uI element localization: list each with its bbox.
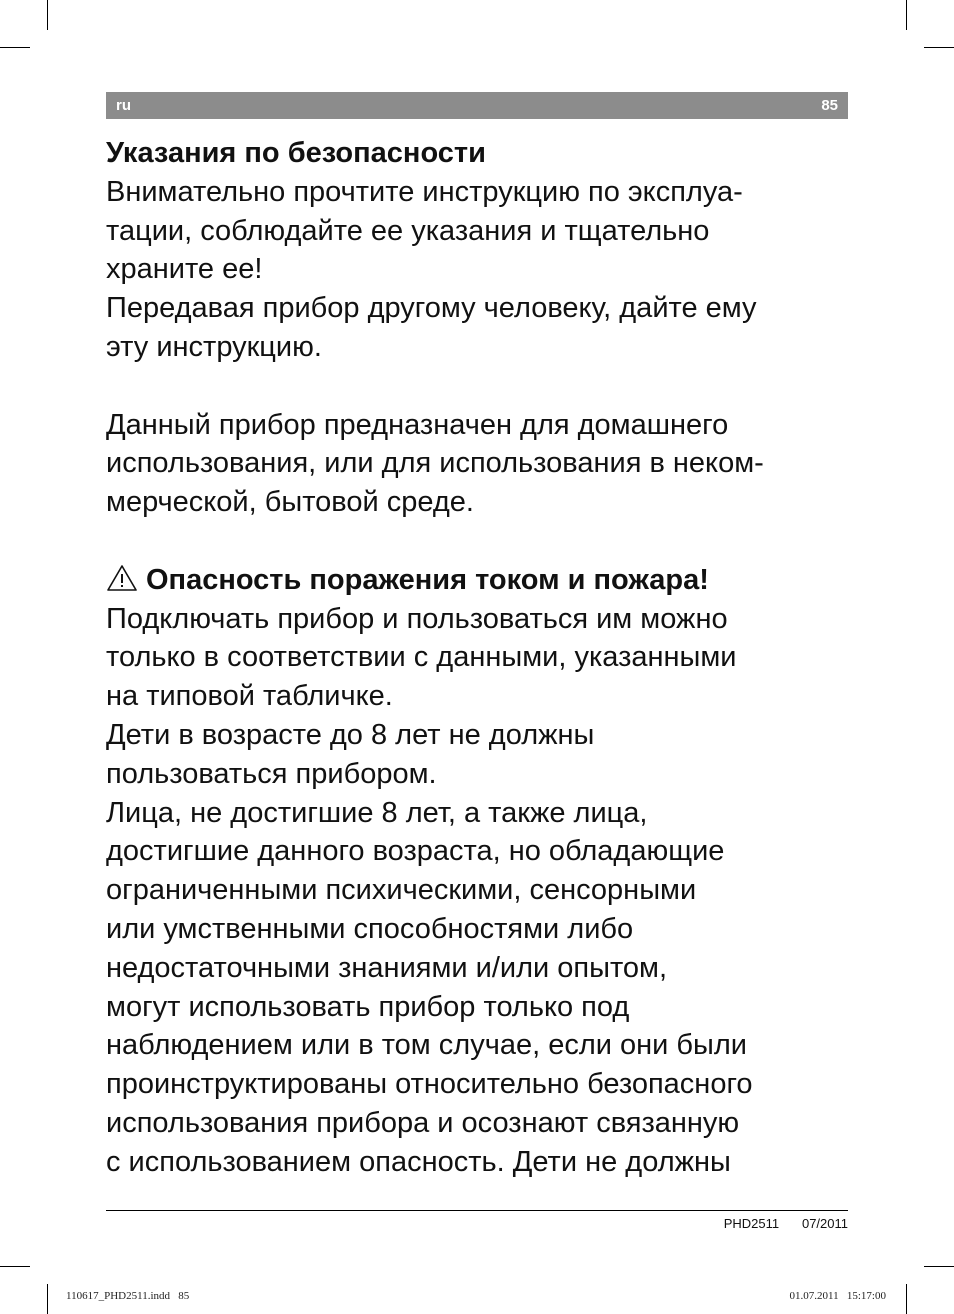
text-line: наблюдением или в том случае, если они были	[106, 1029, 747, 1062]
page-number: 85	[821, 97, 838, 114]
text-line: Данный прибор предназначен для домашнего	[106, 408, 729, 441]
text-line: на типовой табличке.	[106, 680, 393, 713]
text-line: храните ее!	[106, 253, 263, 286]
crop-mark	[924, 47, 954, 48]
paragraph-gap	[106, 367, 856, 406]
text-line: могут использовать прибор только под	[106, 990, 630, 1023]
crop-mark	[906, 1284, 907, 1314]
text-line: Внимательно прочтите инструкцию по эксплуа-	[106, 175, 743, 208]
text-line: Лица, не достигшие 8 лет, а также лица,	[106, 796, 648, 829]
warning-heading-text: Опасность поражения током и пожара!	[146, 563, 709, 596]
print-slug-datetime: 01.07.2011 15:17:00	[789, 1290, 886, 1302]
crop-mark	[0, 47, 30, 48]
text-line: недостаточными знаниями и/или опытом,	[106, 951, 668, 984]
section-heading: Указания по безопасности	[106, 137, 486, 169]
text-line: эту инструкцию.	[106, 330, 322, 363]
crop-mark	[47, 0, 48, 30]
model-and-date: PHD2511 07/2011	[723, 1216, 848, 1231]
text-line: или умственными способностями либо	[106, 912, 634, 945]
warning-triangle-icon	[106, 564, 138, 592]
footer-rule	[106, 1210, 848, 1211]
paragraph-gap	[106, 522, 856, 561]
text-line: Подключать прибор и пользоваться им можно	[106, 602, 728, 635]
text-line: только в соответствии с данными, указанными	[106, 641, 737, 674]
text-line: Дети в возрасте до 8 лет не должны	[106, 718, 595, 751]
text-line: тации, соблюдайте ее указания и тщательно	[106, 214, 710, 247]
text-line: пользоваться прибором.	[106, 757, 437, 790]
text-line: ограниченными психическими, сенсорными	[106, 874, 697, 907]
print-slug-file: 110617_PHD2511.indd 85	[66, 1290, 190, 1302]
text-line: использования, или для использования в неком-	[106, 447, 764, 480]
crop-mark	[0, 1266, 30, 1267]
text-line: достигшие данного возраста, но обладающие	[106, 835, 725, 868]
text-line: мерческой, бытовой среде.	[106, 486, 474, 519]
page-header-bar	[106, 92, 848, 119]
text-line: с использованием опасность. Дети не должны	[106, 1145, 731, 1178]
text-line: проинструктированы относительно безопасного	[106, 1068, 753, 1101]
crop-mark	[924, 1266, 954, 1267]
page-content	[106, 134, 856, 1182]
text-line: Передавая прибор другому человеку, дайте ему	[106, 292, 757, 325]
crop-mark	[906, 0, 907, 30]
warning-heading	[106, 561, 856, 600]
text-line: использования прибора и осознают связанную	[106, 1106, 740, 1139]
crop-mark	[47, 1284, 48, 1314]
language-code: ru	[116, 97, 131, 114]
